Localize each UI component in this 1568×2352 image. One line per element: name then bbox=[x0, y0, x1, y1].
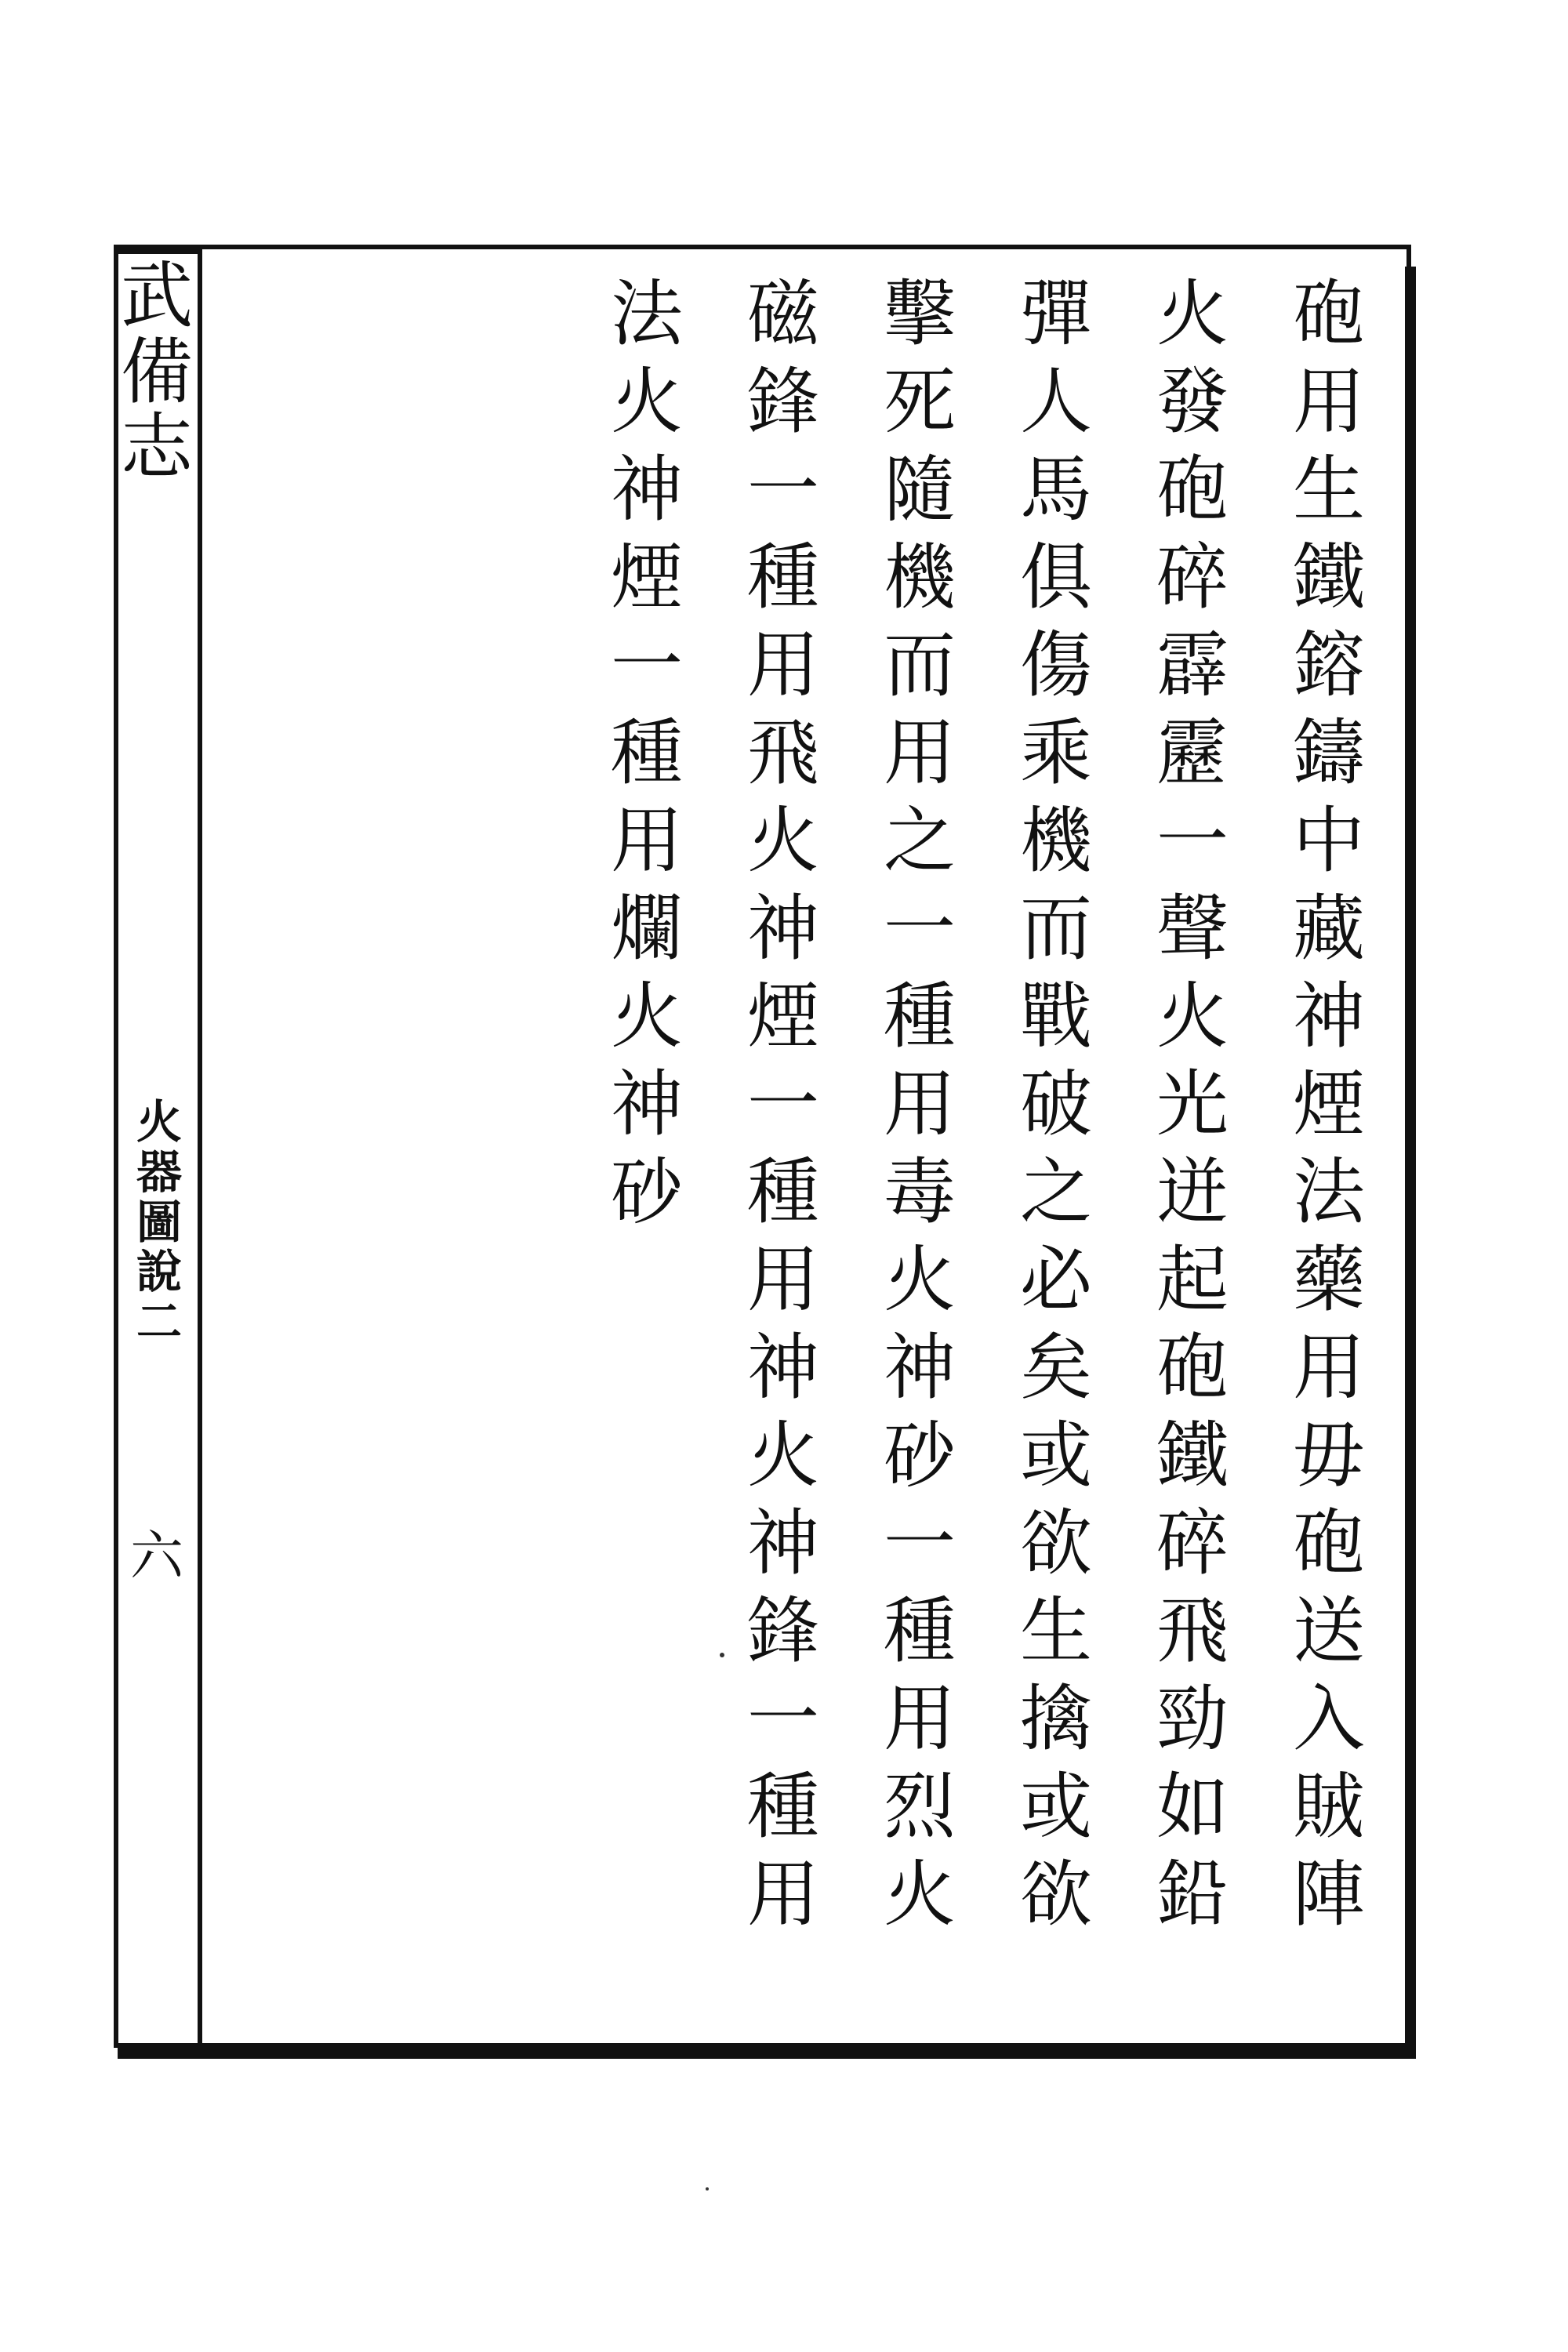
text-char: 火 bbox=[883, 1238, 956, 1322]
text-char: 磁 bbox=[746, 272, 819, 356]
text-char: 神 bbox=[746, 1326, 819, 1410]
text-char: 神 bbox=[746, 887, 819, 971]
text-char: 用 bbox=[746, 1238, 819, 1322]
margin-page-char: 六 bbox=[129, 1526, 183, 1588]
text-char: 神 bbox=[610, 448, 683, 532]
text-column bbox=[1262, 270, 1396, 2042]
text-char: 用 bbox=[883, 1062, 956, 1146]
text-char: 砂 bbox=[883, 1414, 956, 1497]
text-char: 勁 bbox=[1156, 1677, 1229, 1761]
margin-section-char: 二 bbox=[136, 1295, 182, 1349]
text-char: 欲 bbox=[1019, 1501, 1092, 1585]
text-char: 機 bbox=[1019, 799, 1092, 883]
text-char: 藏 bbox=[1292, 887, 1365, 971]
text-char: 火 bbox=[610, 975, 683, 1058]
margin-title-char: 武 bbox=[120, 254, 193, 338]
text-char: 飛 bbox=[1156, 1589, 1229, 1673]
text-char: 俱 bbox=[1019, 535, 1092, 619]
text-char: 傷 bbox=[1019, 623, 1092, 707]
text-char: 用 bbox=[883, 1677, 956, 1761]
text-char: 毒 bbox=[883, 1150, 956, 1234]
text-char: 烈 bbox=[883, 1765, 956, 1849]
text-char: 迸 bbox=[1156, 1150, 1229, 1234]
text-char: 法 bbox=[1292, 1150, 1365, 1234]
text-char: 毋 bbox=[1292, 1414, 1365, 1497]
text-char: 賊 bbox=[1292, 1765, 1365, 1849]
text-char: 鉛 bbox=[1156, 1853, 1229, 1936]
text-char: 鋒 bbox=[746, 1589, 819, 1673]
text-char: 生 bbox=[1292, 448, 1365, 532]
text-char: 矣 bbox=[1019, 1326, 1092, 1410]
main-text bbox=[612, 270, 1396, 2042]
text-char: 種 bbox=[883, 1589, 956, 1673]
text-char: 藥 bbox=[1292, 1238, 1365, 1322]
text-char: 神 bbox=[746, 1501, 819, 1585]
text-char: 一 bbox=[610, 623, 683, 707]
text-char: 種 bbox=[883, 975, 956, 1058]
text-char: 起 bbox=[1156, 1238, 1229, 1322]
text-char: 霹 bbox=[1156, 623, 1229, 707]
text-char: 煙 bbox=[1292, 1062, 1365, 1146]
text-char: 神 bbox=[610, 1062, 683, 1146]
text-char: 如 bbox=[1156, 1765, 1229, 1849]
text-column bbox=[717, 270, 850, 2042]
text-char: 人 bbox=[1019, 360, 1092, 444]
text-char: 生 bbox=[1019, 1589, 1092, 1673]
text-char: 用 bbox=[1292, 1326, 1365, 1410]
text-char: 陣 bbox=[1292, 1853, 1365, 1936]
text-char: 煙 bbox=[746, 975, 819, 1058]
text-char: 火 bbox=[1156, 272, 1229, 356]
text-char: 爛 bbox=[610, 887, 683, 971]
text-char: 種 bbox=[746, 1150, 819, 1234]
text-char: 或 bbox=[1019, 1414, 1092, 1497]
text-char: 機 bbox=[883, 535, 956, 619]
border-bottom-edge bbox=[118, 2048, 1416, 2059]
text-char: 而 bbox=[883, 623, 956, 707]
text-char: 一 bbox=[883, 887, 956, 971]
text-char: 砲 bbox=[1156, 1326, 1229, 1410]
text-column bbox=[989, 270, 1123, 2042]
ink-speck bbox=[706, 2187, 709, 2190]
margin-title-char: 志 bbox=[120, 405, 193, 490]
text-char: 中 bbox=[1292, 799, 1365, 883]
fishtail-marker bbox=[114, 245, 200, 254]
text-char: 砲 bbox=[1292, 272, 1365, 356]
text-char: 入 bbox=[1292, 1677, 1365, 1761]
text-char: 用 bbox=[746, 1853, 819, 1936]
text-char: 鑄 bbox=[1292, 711, 1365, 795]
margin-section-char: 器 bbox=[136, 1145, 182, 1199]
margin-book-title bbox=[118, 254, 196, 490]
text-char: 戰 bbox=[1019, 975, 1092, 1058]
text-char: 砂 bbox=[610, 1150, 683, 1234]
text-char: 而 bbox=[1019, 887, 1092, 971]
text-char: 死 bbox=[883, 360, 956, 444]
text-char: 或 bbox=[1019, 1765, 1092, 1849]
text-char: 種 bbox=[746, 1765, 819, 1849]
text-char: 砲 bbox=[1292, 1501, 1365, 1585]
margin-section-char: 圖 bbox=[136, 1195, 182, 1249]
text-char: 用 bbox=[1292, 360, 1365, 444]
text-char: 煙 bbox=[610, 535, 683, 619]
text-char: 之 bbox=[883, 799, 956, 883]
text-char: 用 bbox=[746, 623, 819, 707]
text-char: 靂 bbox=[1156, 711, 1229, 795]
text-char: 碎 bbox=[1156, 1501, 1229, 1585]
text-char: 一 bbox=[883, 1501, 956, 1585]
ink-speck bbox=[720, 1653, 724, 1657]
margin-section-char: 說 bbox=[136, 1245, 182, 1299]
margin-page-number bbox=[125, 1526, 188, 1588]
margin-section-char: 火 bbox=[136, 1095, 182, 1149]
text-char: 隨 bbox=[883, 448, 956, 532]
text-char: 神 bbox=[1292, 975, 1365, 1058]
text-char: 光 bbox=[1156, 1062, 1229, 1146]
text-char: 一 bbox=[746, 1677, 819, 1761]
text-char: 之 bbox=[1019, 1150, 1092, 1234]
text-column bbox=[1126, 270, 1259, 2042]
text-char: 砲 bbox=[1156, 448, 1229, 532]
text-char: 鎔 bbox=[1292, 623, 1365, 707]
text-char: 鐵 bbox=[1292, 535, 1365, 619]
text-char: 碎 bbox=[1156, 535, 1229, 619]
text-char: 必 bbox=[1019, 1238, 1092, 1322]
text-char: 鋒 bbox=[746, 360, 819, 444]
text-char: 彈 bbox=[1019, 272, 1092, 356]
text-char: 一 bbox=[746, 448, 819, 532]
text-char: 火 bbox=[1156, 975, 1229, 1058]
text-char: 法 bbox=[610, 272, 683, 356]
text-char: 鐵 bbox=[1156, 1414, 1229, 1497]
text-char: 用 bbox=[610, 799, 683, 883]
text-char: 飛 bbox=[746, 711, 819, 795]
text-char: 種 bbox=[610, 711, 683, 795]
text-char: 欲 bbox=[1019, 1853, 1092, 1936]
text-char: 擒 bbox=[1019, 1677, 1092, 1761]
border-right-edge bbox=[1405, 267, 1416, 2058]
text-char: 火 bbox=[883, 1853, 956, 1936]
text-char: 一 bbox=[1156, 799, 1229, 883]
margin-section-title bbox=[132, 1095, 187, 1349]
text-column bbox=[853, 270, 986, 2042]
text-char: 火 bbox=[746, 1414, 819, 1497]
text-char: 馬 bbox=[1019, 448, 1092, 532]
margin-divider bbox=[198, 245, 202, 2048]
text-char: 火 bbox=[746, 799, 819, 883]
text-char: 一 bbox=[746, 1062, 819, 1146]
text-char: 用 bbox=[883, 711, 956, 795]
text-char: 破 bbox=[1019, 1062, 1092, 1146]
text-char: 種 bbox=[746, 535, 819, 619]
text-char: 聲 bbox=[1156, 887, 1229, 971]
text-char: 神 bbox=[883, 1326, 956, 1410]
margin-title-char: 備 bbox=[120, 329, 193, 414]
text-char: 送 bbox=[1292, 1589, 1365, 1673]
text-char: 火 bbox=[610, 360, 683, 444]
text-char: 乘 bbox=[1019, 711, 1092, 795]
text-char: 發 bbox=[1156, 360, 1229, 444]
text-char: 擊 bbox=[883, 272, 956, 356]
text-column bbox=[580, 270, 713, 2042]
